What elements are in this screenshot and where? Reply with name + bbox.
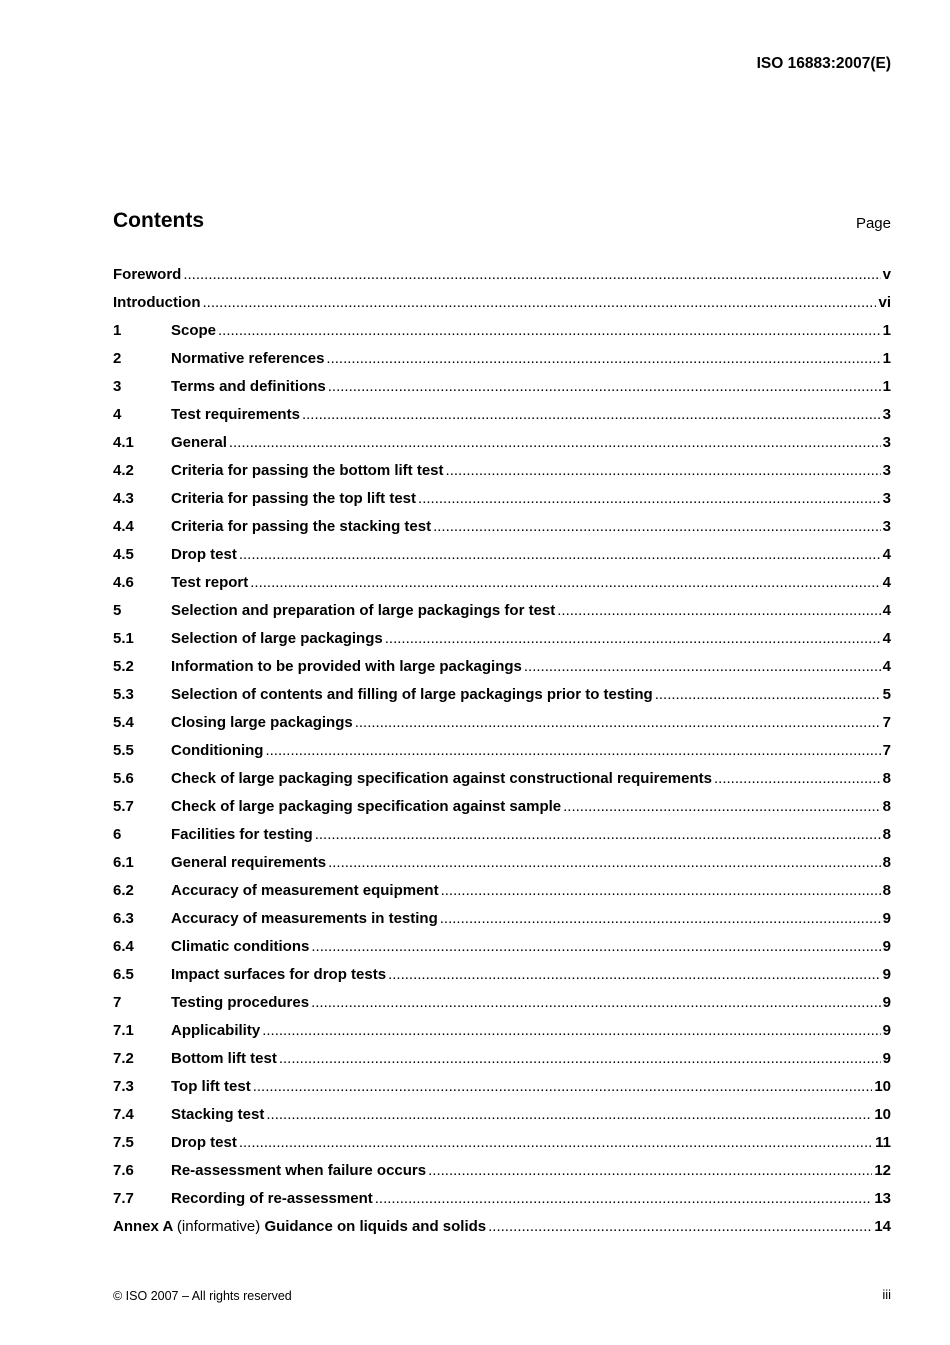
toc-section-number: 3 bbox=[113, 378, 122, 395]
contents-title: Contents bbox=[113, 209, 204, 232]
toc-section-number: 7.2 bbox=[113, 1050, 134, 1067]
toc-section-title: Selection of contents and filling of large packagings prior to testing bbox=[171, 686, 653, 703]
toc-section-number: 5.5 bbox=[113, 742, 134, 759]
toc-page-number: v bbox=[882, 266, 891, 283]
dot-leader bbox=[250, 574, 880, 591]
dot-leader bbox=[202, 294, 876, 311]
toc-entry[interactable] bbox=[113, 1134, 891, 1162]
toc-section-number: 6.4 bbox=[113, 938, 134, 955]
toc-page-number: 8 bbox=[882, 854, 891, 871]
toc-entry[interactable] bbox=[113, 938, 891, 966]
toc-section-title: Information to be provided with large packagings bbox=[171, 658, 522, 675]
toc-entry[interactable] bbox=[113, 630, 891, 658]
toc-entry[interactable] bbox=[113, 1162, 891, 1190]
toc-section-title: Drop test bbox=[171, 546, 237, 563]
toc-entry[interactable] bbox=[113, 546, 891, 574]
dot-leader bbox=[302, 406, 881, 423]
toc-section-title: Re-assessment when failure occurs bbox=[171, 1162, 427, 1179]
toc-page-number: 4 bbox=[882, 658, 891, 675]
toc-entry[interactable] bbox=[113, 266, 891, 294]
toc-page-number: 3 bbox=[882, 518, 891, 535]
toc-section-number: 7.5 bbox=[113, 1134, 134, 1151]
toc-page-number: 3 bbox=[882, 490, 891, 507]
toc-page-number: 1 bbox=[882, 322, 891, 339]
toc-entry[interactable] bbox=[113, 462, 891, 490]
toc-section-title: Closing large packagings bbox=[171, 714, 353, 731]
dot-leader bbox=[279, 1050, 881, 1067]
toc-page-number: 9 bbox=[882, 910, 891, 927]
dot-leader bbox=[524, 658, 881, 675]
toc-section-title: Criteria for passing the stacking test bbox=[171, 518, 432, 535]
toc-section-title: Bottom lift test bbox=[171, 1050, 277, 1067]
toc-entry[interactable] bbox=[113, 798, 891, 826]
toc-section-number: 7.3 bbox=[113, 1078, 134, 1095]
toc-page-number: 1 bbox=[882, 350, 891, 367]
dot-leader bbox=[262, 1022, 880, 1039]
toc-annex-entry[interactable] bbox=[113, 1218, 891, 1246]
dot-leader bbox=[328, 378, 881, 395]
toc-section-number: 4.1 bbox=[113, 434, 134, 451]
toc-section-number: 2 bbox=[113, 350, 122, 367]
toc-entry[interactable] bbox=[113, 826, 891, 854]
toc-section-title: Selection of large packagings bbox=[171, 630, 383, 647]
toc-section-number: 6.2 bbox=[113, 882, 134, 899]
toc-section-title: Foreword bbox=[113, 266, 182, 283]
toc-section-number: 4.4 bbox=[113, 518, 134, 535]
toc-section-title: Check of large packaging specification against sample bbox=[171, 798, 562, 815]
dot-leader bbox=[311, 938, 880, 955]
toc-section-title: Scope bbox=[171, 322, 217, 339]
dot-leader bbox=[311, 994, 881, 1011]
page-number: iii bbox=[882, 1287, 891, 1302]
toc-section-title: Testing procedures bbox=[171, 994, 310, 1011]
toc-section-title: Conditioning bbox=[171, 742, 264, 759]
toc-page-number: 9 bbox=[882, 966, 891, 983]
toc-page-number: 9 bbox=[882, 938, 891, 955]
dot-leader bbox=[253, 1078, 873, 1095]
dot-leader bbox=[655, 686, 881, 703]
toc-entry[interactable] bbox=[113, 1106, 891, 1134]
toc-page-number: 12 bbox=[874, 1162, 891, 1179]
toc-section-title: Test requirements bbox=[171, 406, 300, 423]
dot-leader bbox=[557, 602, 880, 619]
toc-section-title: General bbox=[171, 434, 227, 451]
page-column-label: Page bbox=[855, 215, 891, 232]
dot-leader bbox=[714, 770, 881, 787]
toc-section-title: Climatic conditions bbox=[171, 938, 310, 955]
toc-entry[interactable] bbox=[113, 434, 891, 462]
toc-page-number: 4 bbox=[882, 602, 891, 619]
dot-leader bbox=[265, 742, 880, 759]
toc-section-number: 5.4 bbox=[113, 714, 134, 731]
toc-section-title: Criteria for passing the top lift test bbox=[171, 490, 417, 507]
toc-entry[interactable] bbox=[113, 658, 891, 686]
toc-section-title: Top lift test bbox=[171, 1078, 251, 1095]
toc-annex-title bbox=[113, 1218, 486, 1235]
dot-leader bbox=[433, 518, 881, 535]
toc-page-number: 9 bbox=[882, 1022, 891, 1039]
toc-section-title: Accuracy of measurement equipment bbox=[171, 882, 439, 899]
toc-entry[interactable] bbox=[113, 574, 891, 602]
toc-page-number: 3 bbox=[882, 406, 891, 423]
toc-entry[interactable] bbox=[113, 882, 891, 910]
dot-leader bbox=[441, 882, 881, 899]
toc-entry[interactable] bbox=[113, 294, 891, 322]
toc-section-title: Test report bbox=[171, 574, 249, 591]
toc-section-title: Normative references bbox=[171, 350, 325, 367]
toc-entry[interactable] bbox=[113, 714, 891, 742]
toc-page-number: 8 bbox=[882, 798, 891, 815]
toc-section-number: 6 bbox=[113, 826, 122, 843]
dot-leader bbox=[315, 826, 881, 843]
dot-leader bbox=[218, 322, 881, 339]
dot-leader bbox=[326, 350, 880, 367]
annex-label: Annex A bbox=[113, 1218, 173, 1235]
toc-entry[interactable] bbox=[113, 910, 891, 938]
toc-section-number: 5.7 bbox=[113, 798, 134, 815]
dot-leader bbox=[183, 266, 880, 283]
toc-section-number: 7.6 bbox=[113, 1162, 134, 1179]
toc-section-title: Impact surfaces for drop tests bbox=[171, 966, 387, 983]
toc-entry[interactable] bbox=[113, 742, 891, 770]
toc-section-number: 4.2 bbox=[113, 462, 134, 479]
toc-section-number: 5.6 bbox=[113, 770, 134, 787]
toc-entry[interactable] bbox=[113, 686, 891, 714]
table-of-contents bbox=[113, 266, 891, 1246]
toc-page-number: 3 bbox=[882, 462, 891, 479]
toc-entry[interactable] bbox=[113, 854, 891, 882]
annex-qualifier: (informative) bbox=[176, 1218, 261, 1235]
toc-page-number: 14 bbox=[874, 1218, 891, 1235]
toc-page-number: 4 bbox=[882, 574, 891, 591]
toc-page-number: 1 bbox=[882, 378, 891, 395]
dot-leader bbox=[440, 910, 881, 927]
dot-leader bbox=[229, 434, 881, 451]
annex-title: Guidance on liquids and solids bbox=[264, 1218, 487, 1235]
toc-section-number: 4 bbox=[113, 406, 122, 423]
toc-section-title: Applicability bbox=[171, 1022, 261, 1039]
toc-section-title: Facilities for testing bbox=[171, 826, 313, 843]
toc-page-number: 7 bbox=[882, 714, 891, 731]
toc-entry[interactable] bbox=[113, 602, 891, 630]
toc-section-number: 5 bbox=[113, 602, 122, 619]
toc-section-number: 4.3 bbox=[113, 490, 134, 507]
toc-page-number: 5 bbox=[882, 686, 891, 703]
toc-section-number: 5.3 bbox=[113, 686, 134, 703]
toc-section-number: 4.5 bbox=[113, 546, 134, 563]
dot-leader bbox=[328, 854, 881, 871]
toc-section-title: Stacking test bbox=[171, 1106, 265, 1123]
dot-leader bbox=[563, 798, 881, 815]
toc-page-number: 10 bbox=[874, 1106, 891, 1123]
toc-entry[interactable] bbox=[113, 994, 891, 1022]
toc-entry[interactable] bbox=[113, 518, 891, 546]
dot-leader bbox=[355, 714, 881, 731]
toc-section-number: 7.1 bbox=[113, 1022, 134, 1039]
toc-section-number: 7.4 bbox=[113, 1106, 134, 1123]
toc-page-number: 8 bbox=[882, 770, 891, 787]
toc-section-number: 1 bbox=[113, 322, 122, 339]
toc-section-number: 6.5 bbox=[113, 966, 134, 983]
dot-leader bbox=[428, 1162, 872, 1179]
toc-entry[interactable] bbox=[113, 1190, 891, 1218]
dot-leader bbox=[385, 630, 881, 647]
toc-entry[interactable] bbox=[113, 406, 891, 434]
toc-entry[interactable] bbox=[113, 770, 891, 798]
toc-page-number: 10 bbox=[874, 1078, 891, 1095]
toc-section-title: Terms and definitions bbox=[171, 378, 326, 395]
dot-leader bbox=[446, 462, 881, 479]
toc-page-number: 9 bbox=[882, 1050, 891, 1067]
document-id: ISO 16883:2007(E) bbox=[756, 55, 891, 72]
toc-entry[interactable] bbox=[113, 350, 891, 378]
toc-page-number: 7 bbox=[882, 742, 891, 759]
toc-section-number: 6.3 bbox=[113, 910, 134, 927]
toc-section-title: Selection and preparation of large packagings for test bbox=[171, 602, 556, 619]
toc-section-title: Recording of re-assessment bbox=[171, 1190, 373, 1207]
toc-section-title: Criteria for passing the bottom lift test bbox=[171, 462, 444, 479]
toc-page-number: 13 bbox=[874, 1190, 891, 1207]
toc-page-number: 3 bbox=[882, 434, 891, 451]
toc-section-number: 6.1 bbox=[113, 854, 134, 871]
toc-section-title: Introduction bbox=[113, 294, 201, 311]
toc-entry[interactable] bbox=[113, 1022, 891, 1050]
toc-section-title: Accuracy of measurements in testing bbox=[171, 910, 438, 927]
toc-entry[interactable] bbox=[113, 490, 891, 518]
toc-page-number: 11 bbox=[875, 1134, 891, 1151]
toc-entry[interactable] bbox=[113, 1078, 891, 1106]
toc-page-number: 8 bbox=[882, 882, 891, 899]
toc-page-number: 4 bbox=[882, 546, 891, 563]
dot-leader bbox=[488, 1218, 872, 1235]
toc-entry[interactable] bbox=[113, 378, 891, 406]
toc-section-number: 5.1 bbox=[113, 630, 134, 647]
dot-leader bbox=[239, 546, 881, 563]
toc-section-title: General requirements bbox=[171, 854, 327, 871]
dot-leader bbox=[375, 1190, 873, 1207]
copyright-notice: © ISO 2007 – All rights reserved bbox=[113, 1289, 292, 1303]
dot-leader bbox=[418, 490, 881, 507]
dot-leader bbox=[266, 1106, 872, 1123]
toc-section-number: 7 bbox=[113, 994, 122, 1011]
dot-leader bbox=[239, 1134, 873, 1151]
toc-section-title: Drop test bbox=[171, 1134, 237, 1151]
toc-page-number: vi bbox=[878, 294, 891, 311]
toc-page-number: 4 bbox=[882, 630, 891, 647]
toc-entry[interactable] bbox=[113, 966, 891, 994]
toc-entry[interactable] bbox=[113, 1050, 891, 1078]
toc-entry[interactable] bbox=[113, 322, 891, 350]
toc-section-number: 7.7 bbox=[113, 1190, 134, 1207]
toc-section-title: Check of large packaging specification against constructional requirements bbox=[171, 770, 712, 787]
dot-leader bbox=[388, 966, 881, 983]
toc-page-number: 9 bbox=[882, 994, 891, 1011]
toc-section-number: 4.6 bbox=[113, 574, 134, 591]
toc-page-number: 8 bbox=[882, 826, 891, 843]
toc-section-number: 5.2 bbox=[113, 658, 134, 675]
